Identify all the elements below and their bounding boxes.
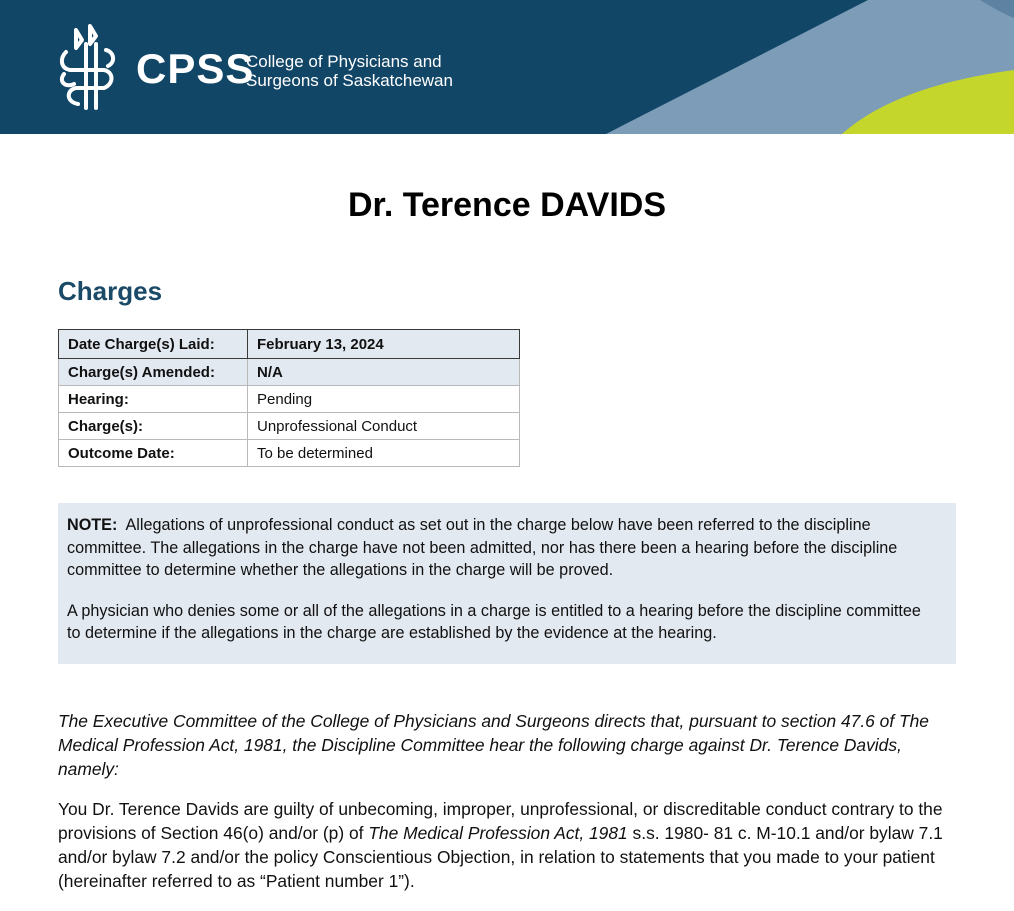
charge-text-2: s.s. 1980- 81 c. M-10.1 and/or bylaw 7.1 and/or bylaw 7.2 and/or the policy Conscientious Objection, in relation to statements that you made to your patient (hereinafter referred to as “Patient number 1”). — [58, 823, 943, 891]
logo-line-2: Surgeons of Saskatchewan — [246, 71, 453, 90]
note-box — [58, 503, 956, 664]
row-value: N/A — [248, 359, 520, 386]
row-value: To be determined — [248, 440, 520, 467]
row-value: February 13, 2024 — [248, 330, 520, 359]
charge-paragraph — [58, 797, 958, 893]
table-row — [59, 386, 520, 413]
page-title: Dr. Terence DAVIDS — [347, 186, 667, 224]
charge-act-title: The Medical Profession Act, 1981 — [368, 823, 628, 843]
row-label: Outcome Date: — [59, 440, 248, 467]
header-banner — [0, 0, 1014, 134]
table-row — [59, 440, 520, 467]
cpss-logo-icon — [56, 22, 122, 110]
logo-line-1: College of Physicians and — [246, 52, 442, 71]
row-value: Pending — [248, 386, 520, 413]
note-label: NOTE: — [67, 516, 118, 534]
note-text-1: Allegations of unprofessional conduct as set out in the charge below have been referred to the discipline committee. The allegations in the charge have not been admitted, nor has there been a hearing before the discipline committee to determine whether the allegations in the charge will be proved. — [67, 516, 898, 579]
row-label: Hearing: — [59, 386, 248, 413]
row-label: Charge(s) Amended: — [59, 359, 248, 386]
logo-full-name — [246, 52, 453, 90]
directive-paragraph: The Executive Committee of the College of Physicians and Surgeons directs that, pursuant to section 47.6 of The Medical Profession Act, 1981, the Discipline Committee hear the following charge against Dr. Terence Davids, namely: — [58, 711, 929, 779]
row-label: Charge(s): — [59, 413, 248, 440]
table-row — [59, 413, 520, 440]
table-row — [59, 330, 520, 359]
note-paragraph-1 — [67, 514, 932, 582]
section-heading-charges: Charges — [58, 276, 163, 306]
charges-info-table — [58, 329, 520, 467]
note-paragraph-2: A physician who denies some or all of the allegations in a charge is entitled to a hearing before the discipline committee to determine if the allegations in the charge are established by the evidence at the hearing. — [67, 601, 921, 642]
row-label: Date Charge(s) Laid: — [59, 330, 248, 359]
table-row — [59, 359, 520, 386]
row-value: Unprofessional Conduct — [248, 413, 520, 440]
charge-body — [58, 709, 958, 909]
charge-text-1: You Dr. Terence Davids are guilty of unbecoming, improper, unprofessional, or discreditable conduct contrary to the provisions of Section 46(o) and/or (p) of — [58, 799, 943, 843]
logo-abbreviation: CPSS — [136, 45, 255, 92]
